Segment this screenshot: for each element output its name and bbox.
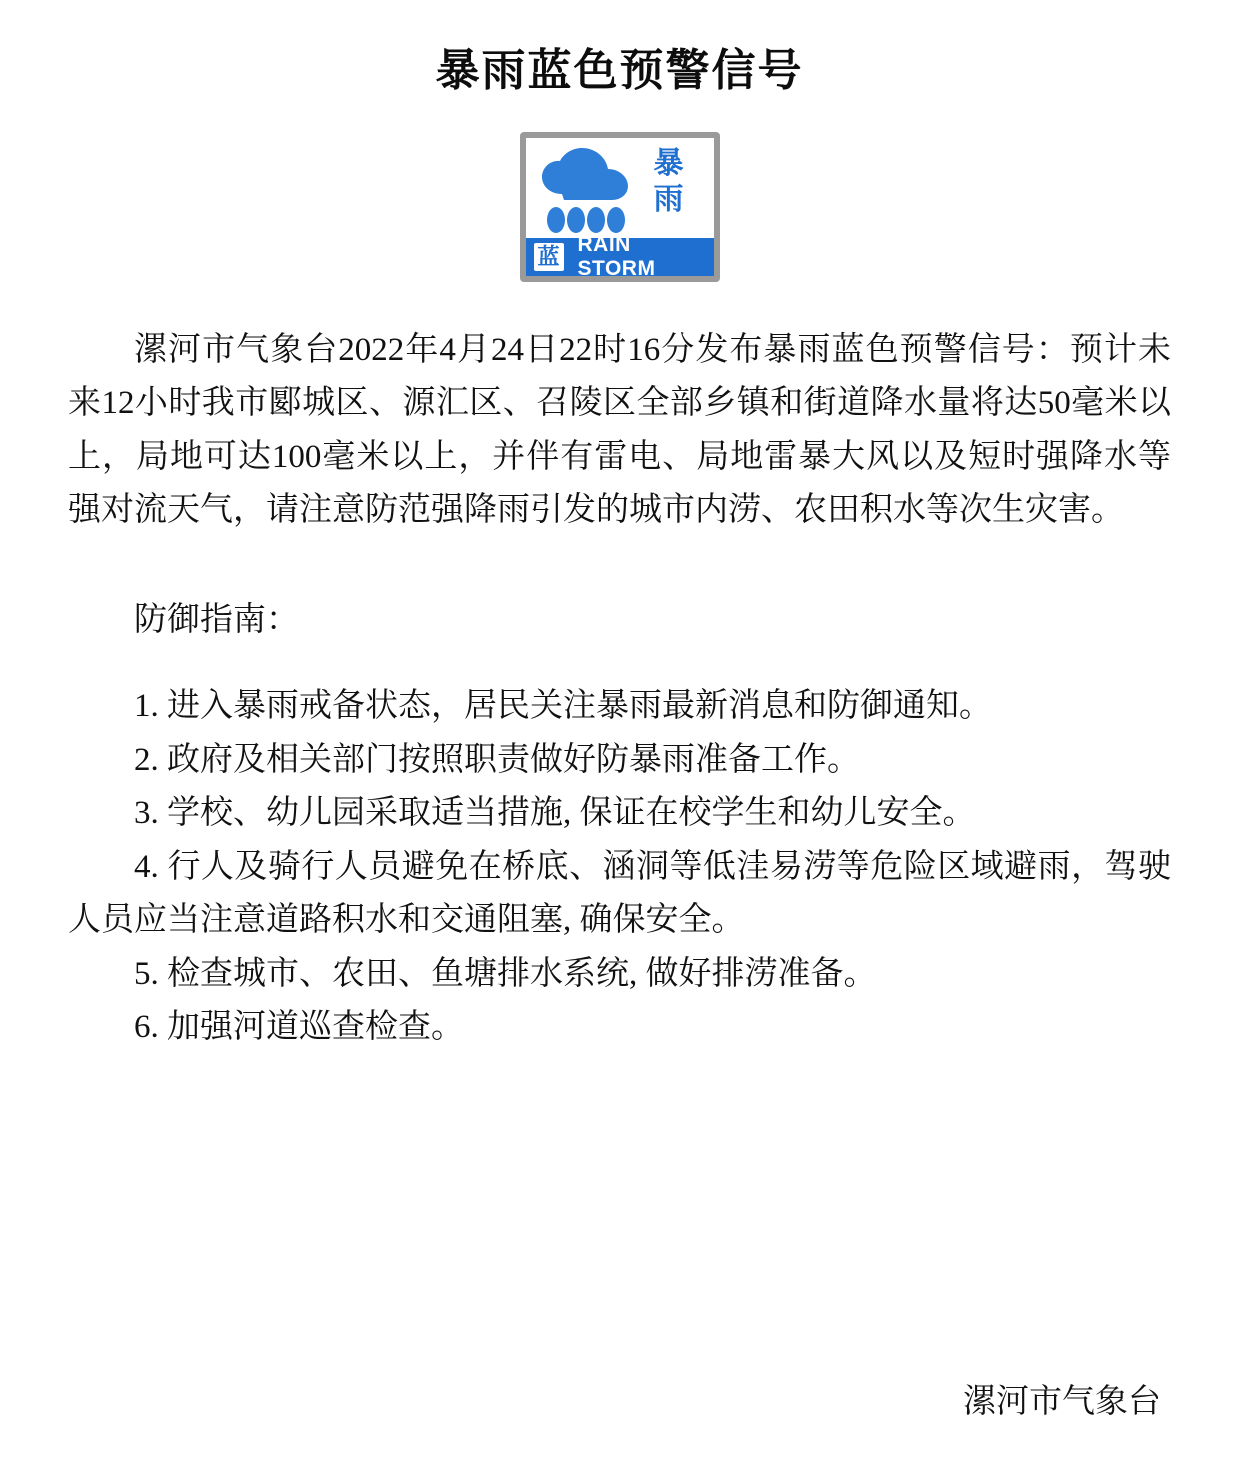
list-item: 1. 进入暴雨戒备状态，居民关注暴雨最新消息和防御通知。 xyxy=(134,688,992,725)
list-item: 6. 加强河道巡查检查。 xyxy=(134,1008,464,1045)
badge-level-en: RAIN STORM xyxy=(577,233,656,280)
page-title: 暴雨蓝色预警信号 xyxy=(435,46,804,95)
issuer-signature: 漯河市气象台 xyxy=(963,1383,1161,1420)
badge-chinese-label: 暴雨 xyxy=(653,147,684,216)
list-item: 2. 政府及相关部门按照职责做好防暴雨准备工作。 xyxy=(134,741,860,778)
guide-heading: 防御指南： xyxy=(134,601,299,638)
warning-body-text: 漯河市气象台2022年4月24日22时16分发布暴雨蓝色预警信号：预计未来12小时我市郾城区、源汇区、召陵区全部乡镇和街道降水量将达50毫米以上，局地可达100毫米以上，并伴有雷电、局地雷暴大风以及短时强降水等强对流天气，请注意防范强降雨引发的城市内涝、农田积水等次生灾害。 xyxy=(68,332,1171,529)
list-item: 4. 行人及骑行人员避免在桥底、涵洞等低洼易涝等危险区域避雨，驾驶人员应当注意道路积水和交通阻塞, 确保安全。 xyxy=(68,848,1171,939)
rainstorm-blue-warning-badge xyxy=(520,132,720,282)
badge-footer xyxy=(526,233,714,280)
list-item: 3. 学校、幼儿园采取适当措施, 保证在校学生和幼儿安全。 xyxy=(134,795,976,832)
guide-list xyxy=(40,680,1199,1054)
list-item: 5. 检查城市、农田、鱼塘排水系统, 做好排涝准备。 xyxy=(134,955,877,992)
badge-top xyxy=(526,138,714,244)
warning-badge-container xyxy=(40,132,1199,282)
badge-level-cn: 蓝 xyxy=(534,243,564,271)
badge-inner xyxy=(526,138,714,280)
rain-cloud-icon xyxy=(534,148,642,245)
